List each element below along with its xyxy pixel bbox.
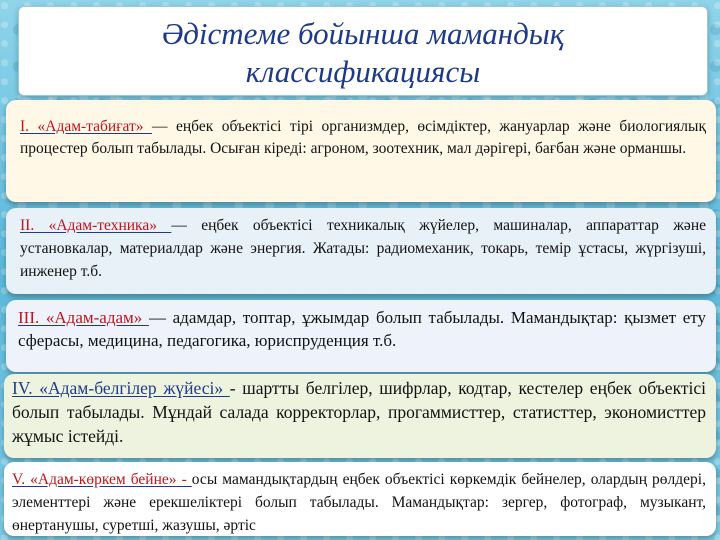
page-title [19, 15, 707, 91]
category-card-art [4, 462, 716, 536]
category-heading: III. «Адам-адам» [18, 308, 149, 327]
title-line-2: классификациясы [245, 54, 481, 89]
category-card-signs [4, 374, 716, 458]
category-card-technics [6, 208, 716, 294]
category-description: — еңбек объектісі техникалық жүйелер, машиналар, аппараттар және установкалар, материалдар және энергия. Жатады: радиомеханик, токарь, темір ұстасы, жүргізуші, инженер т.б. [20, 217, 706, 280]
category-heading: V. «Адам-көркем бейне» - [12, 471, 192, 488]
title-line-1: Әдістеме бойынша мамандық [161, 16, 565, 51]
category-description: — адамдар, топтар, ұжымдар болып табылады. Мамандықтар: қызмет ету сферасы, медицина, педагогика, юриспруденция т.б. [18, 308, 706, 350]
category-heading: IV. «Адам-белгілер жүйесі» [12, 378, 230, 398]
category-heading: I. «Адам-табиғат» [20, 118, 153, 135]
category-description: — еңбек объектісі тірі организмдер, өсімдіктер, жануарлар және биологиялық процестер болып табылады. Осыған кіреді: агроном, зоотехник, мал дәрігері, бағбан және орманшы. [20, 118, 706, 157]
title-box [18, 6, 708, 96]
category-card-nature [6, 100, 716, 202]
category-card-human [6, 300, 716, 372]
category-description: - шартты белгілер, шифрлар, кодтар, кестелер еңбек объектісі болып табылады. Мұндай салада корректорлар, прогаммисттер, статисттер, экономисттер жұмыс істейді. [12, 378, 706, 446]
category-heading: II. «Адам-техника» [20, 217, 172, 234]
category-description: осы мамандықтардың еңбек объектісі көркемдік бейнелер, олардың рөлдері, элементтері және ерекшеліктері болып табылады. Мамандықтар: зергер, фотограф, музыкант, өнертанушы, суретші, жазушы, әртіс [12, 471, 706, 534]
